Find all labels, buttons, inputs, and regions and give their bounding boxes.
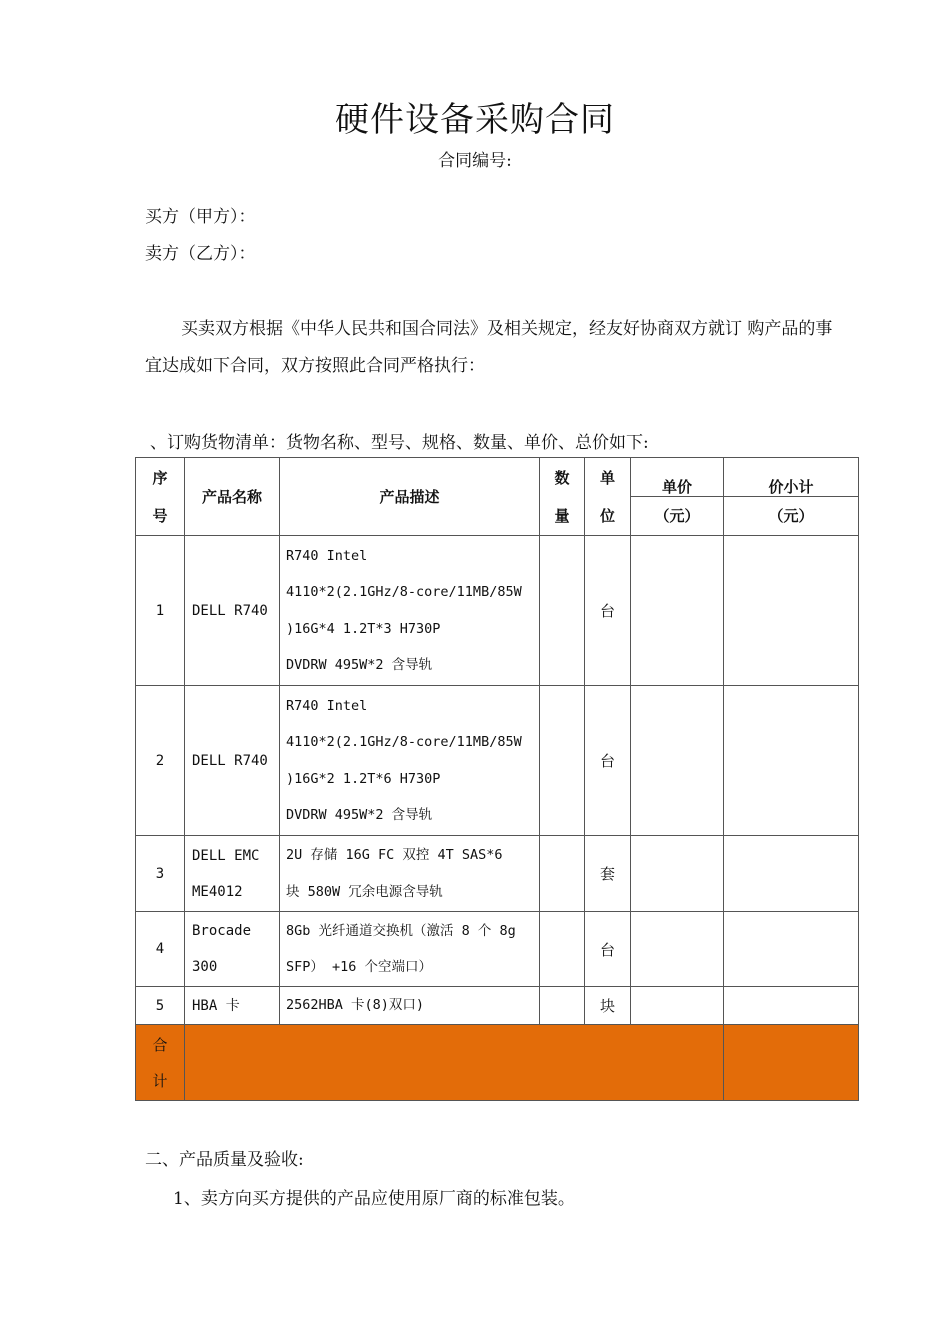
name-line: Brocade	[192, 923, 252, 939]
row-unit-price	[631, 912, 724, 987]
row-description	[280, 836, 540, 912]
header-description: 产品描述	[280, 458, 540, 536]
buyer-label: 买方（甲方）：	[145, 207, 256, 227]
desc-line: 4110*2(2.1GHz/8-core/11MB/85W	[286, 584, 522, 600]
header-seq-bottom: 号	[152, 507, 168, 525]
row-unit-price	[631, 686, 724, 836]
name-line: ME4012	[192, 883, 243, 900]
table-header-row	[136, 458, 859, 536]
header-subtotal	[724, 458, 859, 536]
desc-line: DVDRW 495W*2 含导轨	[286, 807, 433, 823]
desc-line: R740 Intel	[286, 547, 368, 564]
row-product-name	[185, 912, 280, 987]
clause-1: 1、卖方向买方提供的产品应使用原厂商的标准包装。	[173, 1189, 575, 1209]
row-seq: 1	[136, 536, 185, 686]
row-product-name: HBA 卡	[185, 987, 280, 1025]
desc-line: 8Gb 光纤通道交换机（激活 8 个 8g	[286, 922, 516, 939]
row-qty	[540, 987, 585, 1025]
header-qty	[540, 458, 585, 536]
desc-line: DVDRW 495W*2 含导轨	[286, 657, 433, 673]
header-unit-price-top: 单价	[631, 458, 723, 497]
table-row	[136, 912, 859, 987]
header-unit	[585, 458, 631, 536]
row-qty	[540, 536, 585, 686]
table-row	[136, 536, 859, 686]
desc-line: 2U 存储 16G FC 双控 4T SAS*6	[286, 847, 503, 863]
row-unit: 套	[585, 836, 631, 912]
contract-number-label: 合同编号:	[438, 151, 512, 171]
row-unit-price	[631, 987, 724, 1025]
header-subtotal-bottom: （元）	[768, 507, 814, 525]
header-unit-price	[631, 458, 724, 536]
row-description	[280, 536, 540, 686]
row-unit-price	[631, 836, 724, 912]
row-qty	[540, 912, 585, 987]
row-description	[280, 686, 540, 836]
total-spacer	[185, 1025, 724, 1101]
row-qty	[540, 686, 585, 836]
total-label	[136, 1025, 185, 1101]
row-unit: 台	[585, 686, 631, 836]
desc-line: 块 580W 冗余电源含导轨	[286, 883, 443, 900]
name-line: 300	[192, 959, 218, 975]
row-seq: 5	[136, 987, 185, 1025]
row-product-name	[185, 836, 280, 912]
total-value	[724, 1025, 859, 1101]
desc-line: 4110*2(2.1GHz/8-core/11MB/85W	[286, 734, 522, 750]
total-label-bottom: 计	[152, 1072, 168, 1090]
header-qty-top: 数	[554, 469, 570, 487]
name-line: DELL EMC	[192, 847, 260, 864]
header-product-name: 产品名称	[185, 458, 280, 536]
desc-line: R740 Intel	[286, 697, 368, 714]
table-row	[136, 987, 859, 1025]
row-subtotal	[724, 536, 859, 686]
desc-line: 2562HBA 卡(8)双口)	[286, 997, 425, 1014]
row-unit: 块	[585, 987, 631, 1025]
row-unit: 台	[585, 536, 631, 686]
row-seq: 2	[136, 686, 185, 836]
row-unit-price	[631, 536, 724, 686]
header-seq-top: 序	[152, 469, 168, 487]
total-row	[136, 1025, 859, 1101]
row-product-name: DELL R740	[185, 536, 280, 686]
order-table	[135, 457, 859, 1101]
row-seq: 3	[136, 836, 185, 912]
seller-label: 卖方（乙方）：	[145, 244, 256, 264]
row-subtotal	[724, 912, 859, 987]
row-product-name: DELL R740	[185, 686, 280, 836]
header-subtotal-top: 价小计	[724, 458, 858, 497]
row-description	[280, 987, 540, 1025]
order-list-heading: 、订购货物清单：货物名称、型号、规格、数量、单价、总价如下:	[150, 433, 649, 453]
row-description	[280, 912, 540, 987]
header-unit-bottom: 位	[599, 507, 615, 525]
section2-heading: 二、产品质量及验收:	[145, 1150, 304, 1170]
total-label-top: 合	[152, 1036, 168, 1054]
header-unit-price-bottom: （元）	[654, 507, 700, 525]
desc-line: SFP） +16 个空端口）	[286, 959, 433, 975]
row-subtotal	[724, 686, 859, 836]
header-seq	[136, 458, 185, 536]
header-qty-bottom: 量	[554, 507, 570, 525]
table-row	[136, 686, 859, 836]
row-subtotal	[724, 836, 859, 912]
row-seq: 4	[136, 912, 185, 987]
desc-line: )16G*4 1.2T*3 H730P	[286, 620, 441, 637]
row-qty	[540, 836, 585, 912]
header-unit-top: 单	[599, 469, 615, 487]
row-subtotal	[724, 987, 859, 1025]
intro-paragraph: 买卖双方根据《中华人民共和国合同法》及相关规定，经友好协商双方就订 购产品的事宜达成如下合同，双方按照此合同严格执行：	[145, 319, 833, 376]
table-row	[136, 836, 859, 912]
row-unit: 台	[585, 912, 631, 987]
desc-line: )16G*2 1.2T*6 H730P	[286, 770, 441, 787]
contract-title: 硬件设备采购合同	[335, 100, 615, 140]
